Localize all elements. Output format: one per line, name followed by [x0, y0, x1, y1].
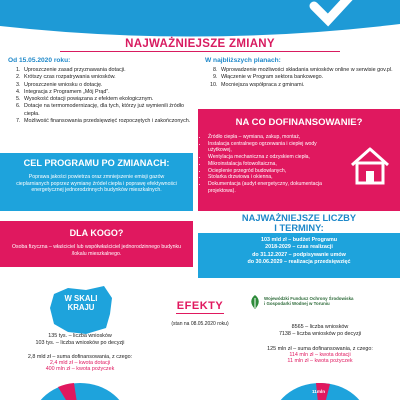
list-item: • Stolarka drzwiowa i okienna,	[208, 174, 338, 181]
list-item: • Wentylacja mechaniczna z odzyskiem ciepła,	[208, 154, 338, 161]
country-applications: 135 tys. – liczba wniosków	[48, 333, 112, 339]
wfos-logo-text	[264, 296, 398, 307]
wfos-logo-line2: i Gospodarki Wodnej w Toruniu	[264, 301, 330, 307]
effects-subtitle: (stan na 08.05.2020 roku)	[171, 321, 229, 327]
regional-sum: 125 mln zł – suma dofinansowania, z czego:	[267, 346, 373, 352]
regional-loan: 11 mln zł – kwota pożyczek	[287, 358, 353, 364]
list-item: • Instalacja centralnego ogrzewania i ciepłej wody użytkowej,	[208, 141, 338, 154]
list-item: 6. Dotacje na termomodernizację, dla tych, którzy już wymienili źródło ciepła.	[22, 103, 198, 118]
list-item: 10. Mocniejsza współpraca z gminami.	[219, 82, 395, 89]
numbers-heading	[198, 211, 400, 231]
who-box	[0, 221, 193, 267]
list-item: 9. Włączenie w Program sektora bankowego.	[219, 74, 395, 81]
country-sum: 2,8 mld zł – suma dofinansowania, z czego:	[27, 354, 133, 360]
funding-list	[198, 134, 338, 194]
right-column-heading: W najbliższych planach:	[205, 57, 281, 64]
list-item: • Ocieplenie przegród budowlanych,	[208, 168, 338, 175]
list-item: • Dokumentacja (audyt energetyczny, dokumentacja projektowa).	[208, 181, 338, 194]
list-item: 3. Uproszczenie wniosku o dotację.	[22, 82, 198, 89]
funding-box	[198, 109, 400, 211]
house-icon	[348, 143, 392, 187]
effects-title: EFEKTY	[176, 300, 224, 312]
country-loan: 400 mln zł – kwota pożyczek	[45, 366, 115, 372]
regional-applications: 8565 – liczba wniosków	[291, 324, 349, 330]
budget-line: 103 mld zł – budżet Programu	[260, 237, 338, 243]
regional-pie-label: 11mln	[312, 389, 326, 394]
country-pie-label: 0,4 mld	[32, 389, 49, 394]
goal-text: Poprawa jakości powietrza oraz zmniejszenie emisji gazów cieplarnianych poprzez wymianę źródeł ciepła i poprawę efektywności energetycznej jednorodzinnych budynków mieszkalnych.	[16, 174, 177, 194]
numbers-title-2: I TERMINY:	[274, 223, 324, 233]
plans-list	[205, 67, 395, 89]
list-item: 2. Krótszy czas rozpatrywania wniosków.	[22, 74, 198, 81]
goal-title: CEL PROGRAMU PO ZMIANACH:	[23, 158, 170, 168]
wfos-logo-line1: Wojewódzki Fundusz Ochrony Środowiska	[264, 296, 354, 301]
list-item: 7. Możliwość finansowania przedsięwzięć rozpoczętych i zakończonych.	[22, 118, 198, 125]
funding-title: NA CO DOFINANSOWANIE?	[235, 117, 363, 128]
regional-stats	[240, 324, 400, 364]
left-column-heading: Od 15.05.2020 roku:	[8, 57, 71, 64]
country-grant: 2,4 mld zł – kwota dotacji	[49, 360, 111, 366]
list-item: • Źródło ciepła – wymiana, zakup, montaż,	[208, 134, 338, 141]
period-line: 2018-2029 – czas realizacji	[265, 244, 333, 251]
left-column	[8, 57, 198, 125]
list-item: • Mikroinstalacja fotowoltaiczna,	[208, 161, 338, 168]
realization-line: do 30.06.2029 – realizacja przedsięwzięć	[247, 259, 351, 266]
who-title: DLA KOGO?	[69, 228, 124, 238]
list-item: 4. Integracja z Programem „Mój Prąd”.	[22, 89, 198, 96]
checkmark-icon	[300, 0, 360, 36]
country-badge-line1: W SKALI	[64, 294, 98, 303]
who-text: Osoba fizyczna – właściciel lub współwłaściciel jednorodzinnego budynku /lokalu mieszkalnego.	[12, 244, 181, 257]
contracts-line: do 31.12.2027 – podpisywanie umów	[252, 251, 346, 258]
country-badge	[46, 294, 116, 312]
list-item: 5. Wysokość dotacji powiązana z efektem ekologicznym.	[22, 96, 198, 103]
regional-grant: 114 mln zł – kwota dotacji	[289, 352, 351, 358]
wfos-logo-icon	[248, 294, 262, 310]
page-title: NAJWAŻNIEJSZE ZMIANY	[125, 38, 275, 50]
right-column	[205, 57, 395, 89]
list-item: 1. Uproszczenie zasad przyznawania dotacji.	[22, 67, 198, 74]
title-underline	[60, 51, 340, 52]
effects-underline	[176, 313, 224, 314]
numbers-title-1: NAJWAŻNIEJSZE LICZBY	[241, 213, 357, 223]
numbers-lines	[198, 237, 400, 267]
list-item: 8. Wprowadzenie możliwości składania wniosków online w serwisie gov.pl.	[219, 67, 395, 74]
goal-box	[0, 153, 193, 211]
numbers-box	[198, 233, 400, 278]
changes-list	[8, 67, 198, 125]
country-decisions: 103 tys. – liczba wniosków po decyzji	[35, 340, 125, 346]
country-stats	[0, 333, 160, 372]
regional-decisions: 7138 – liczba wniosków po decyzji	[278, 331, 362, 337]
country-badge-line2: KRAJU	[67, 303, 95, 312]
